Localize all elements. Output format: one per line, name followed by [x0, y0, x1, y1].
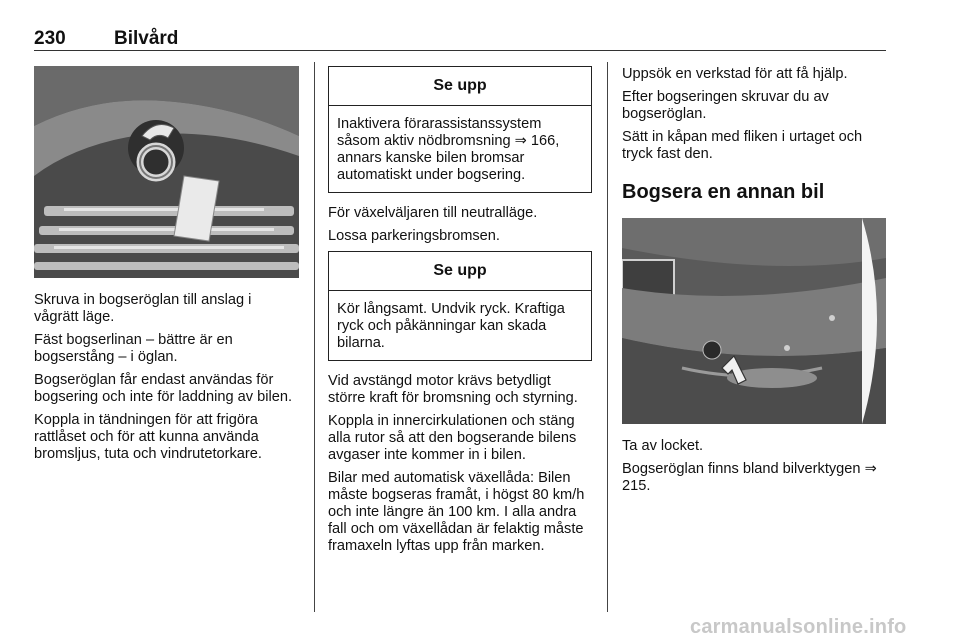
paragraph: Ta av locket.	[622, 438, 704, 454]
warning-text: Kör långsamt. Undvik ryck. Kraftiga ryck och påkänningar kan skada bilarna.	[337, 301, 565, 351]
section-heading: Bogsera en annan bil	[622, 181, 825, 203]
paragraph: Lossa parkeringsbromsen.	[328, 228, 500, 244]
paragraph: För växelväljaren till neutralläge.	[328, 205, 538, 221]
page-number: 230	[34, 28, 66, 49]
watermark-text: carmanualsonline.info	[690, 616, 907, 638]
paragraph: Bilar med automatisk växellåda: Bilen måste bogseras framåt, i högst 80 km/h och inte längre än 100 km. I alla andra fall och om växellådan är felaktig måste framaxeln lyftas upp från marken.	[328, 470, 585, 554]
column-2	[328, 66, 592, 561]
paragraph: Koppla in tändningen för att frigöra rattlåset och för att kunna använda bromsljus, tuta och vindrutetorkare.	[34, 412, 262, 462]
column-divider	[314, 62, 315, 612]
paragraph: Vid avstängd motor krävs betydligt större kraft för bromsning och styrning.	[328, 373, 578, 406]
paragraph: Fäst bogserlinan – bättre är en bogserstång – i öglan.	[34, 332, 233, 365]
column-divider	[607, 62, 608, 612]
warning-title: Se upp	[329, 67, 591, 106]
paragraph: Bogseröglan får endast användas för bogsering och inte för laddning av bilen.	[34, 372, 292, 405]
paragraph: Sätt in kåpan med fliken i urtaget och tryck fast den.	[622, 129, 863, 162]
section-title: Bilvård	[114, 28, 179, 49]
paragraph: Bogseröglan finns bland bilverktygen ⇒ 215.	[622, 461, 877, 494]
tow-eye-front-illustration	[34, 66, 299, 278]
paragraph: Koppla in innercirkulationen och stäng alla rutor så att den bogserande bilens avgaser inte kommer in i bilen.	[328, 413, 577, 463]
paragraph: Efter bogseringen skruvar du av bogseröglan.	[622, 89, 829, 122]
tow-eye-rear-illustration	[622, 218, 886, 424]
page-header	[34, 28, 886, 51]
paragraph: Uppsök en verkstad för att få hjälp.	[622, 66, 848, 82]
warning-text: Inaktivera förarassistanssystem såsom aktiv nödbromsning ⇒ 166, annars kanske bilen bromsar automatiskt under bogsering.	[337, 116, 560, 183]
warning-title: Se upp	[329, 252, 591, 291]
paragraph: Skruva in bogseröglan till anslag i vågrätt läge.	[34, 292, 252, 325]
warning-box	[328, 251, 592, 361]
column-1	[34, 66, 299, 469]
warning-box	[328, 66, 592, 193]
column-3	[622, 66, 888, 501]
